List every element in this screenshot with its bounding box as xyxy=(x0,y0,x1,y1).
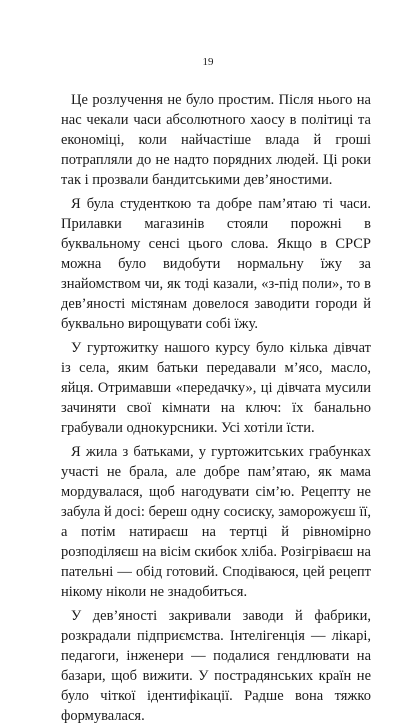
body-text xyxy=(61,90,371,726)
page-number: 19 xyxy=(202,56,214,68)
paragraph-3: У гуртожитку нашого курсу було кілька дівчат із села, яким батьки передавали м’ясо, масло, яйця. Отримавши «передачку», ці дівчата мусили зачиняти свої кімнати на ключ: їх банально грабували однокурсники. Усі хотіли їсти. xyxy=(61,340,371,436)
paragraph-4: Я жила з батьками, у гуртожитських грабунках участі не брала, але добре пам’ятаю, як мама мордувалася, щоб нагодувати сім’ю. Рецепту не забула й досі: береш одну сосиску, заморожуєш її, а потім натираєш на тертці й рівномірно розподіляєш на вісім скибок хліба. Розігріваєш на пательні — обід готовий. Сподіваюся, цей рецепт нікому ніколи не знадобиться. xyxy=(61,444,371,600)
paragraph-1: Це розлучення не було простим. Після нього на нас чекали часи абсолютного хаосу в політиці та економіці, коли найчастіше влада й гроші потрапляли до не надто порядних людей. Ці роки так і прозвали бандитськими дев’яностими. xyxy=(61,92,371,188)
paragraph-5: У дев’яності закривали заводи й фабрики, розкрадали підприємства. Інтелігенція — лікарі, педагоги, інженери — подалися гендлювати на базари, щоб вижити. У пострадянських країн не було чіткої ідентифікації. Радше вона тяжко формувалася. xyxy=(61,608,371,724)
paragraph-2: Я була студенткою та добре пам’ятаю ті часи. Прилавки магазинів стояли порожні в буквальному сенсі цього слова. Якщо в СРСР можна було видобути нормальну їжу за знайомством чи, як тоді казали, «з-під поли», то в дев’яності містянам довелося заводити городи й буквально вирощувати собі їжу. xyxy=(61,196,371,332)
